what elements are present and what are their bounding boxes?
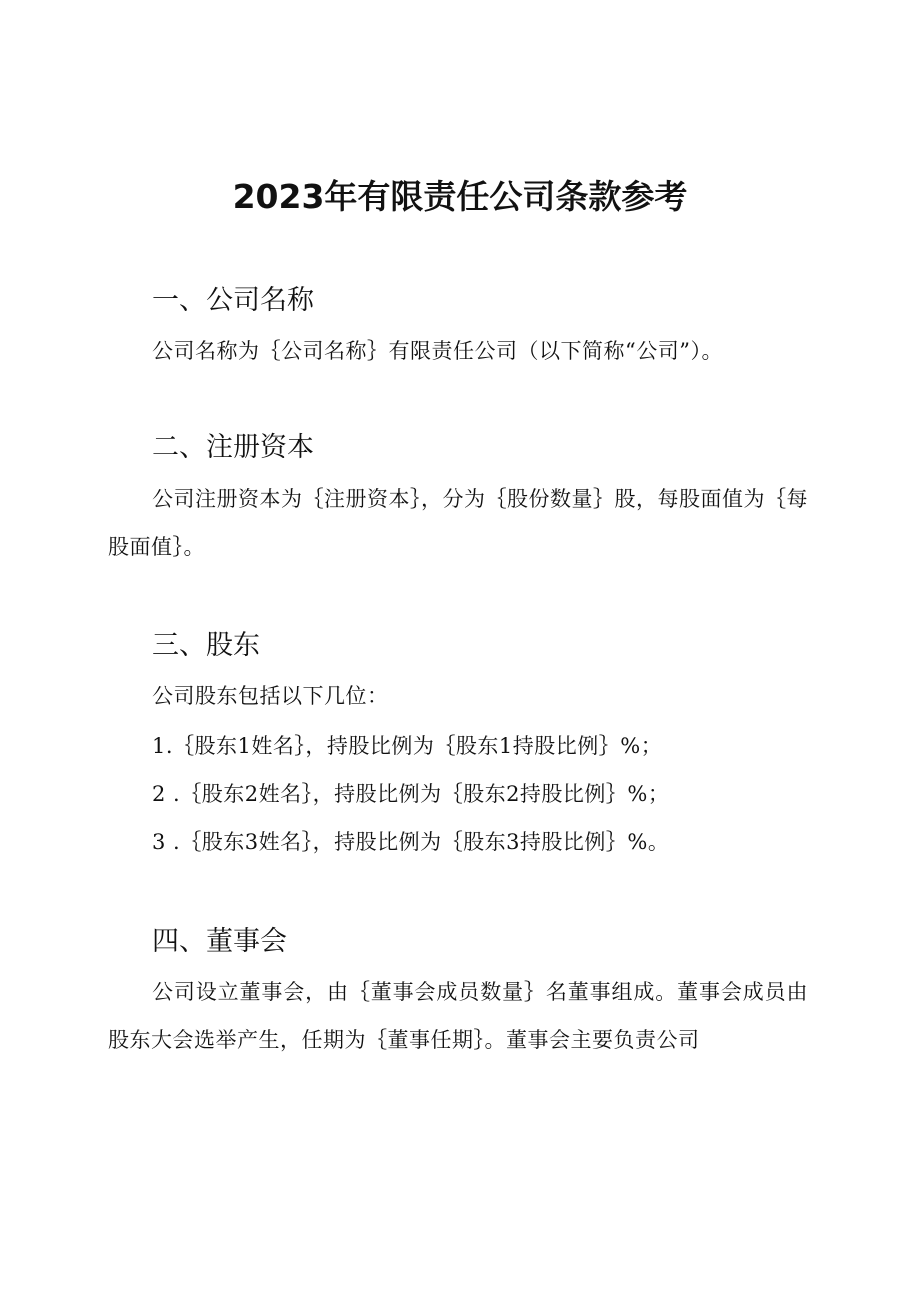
section-heading-board: 四、董事会 — [152, 926, 287, 957]
section-body-board: 公司设立董事会，由｛董事会成员数量｝名董事组成。董事会成员由股东大会选举产生，任期为｛董事任期｝。董事会主要负责公司 — [108, 980, 808, 1052]
list-item-shareholder-1: 1.｛股东1姓名｝，持股比例为｛股东1持股比例｝%； — [152, 734, 663, 758]
section-body-registered-capital: 公司注册资本为｛注册资本｝，分为｛股份数量｝股，每股面值为｛每股面值｝。 — [108, 487, 808, 559]
section-heading-company-name: 一、公司名称 — [152, 285, 314, 316]
section-heading-registered-capital: 二、注册资本 — [152, 432, 314, 463]
shareholders-intro: 公司股东包括以下几位： — [152, 684, 389, 708]
list-item-shareholder-3: 3 .｛股东3姓名｝，持股比例为｛股东3持股比例｝%。 — [152, 830, 670, 854]
section-body-company-name: 公司名称为｛公司名称｝有限责任公司（以下简称“公司”）。 — [152, 339, 723, 363]
section-heading-shareholders: 三、股东 — [152, 630, 260, 661]
list-item-shareholder-2: 2 .｛股东2姓名｝，持股比例为｛股东2持股比例｝%； — [152, 782, 670, 806]
page-title: 2023年有限责任公司条款参考 — [232, 177, 688, 216]
